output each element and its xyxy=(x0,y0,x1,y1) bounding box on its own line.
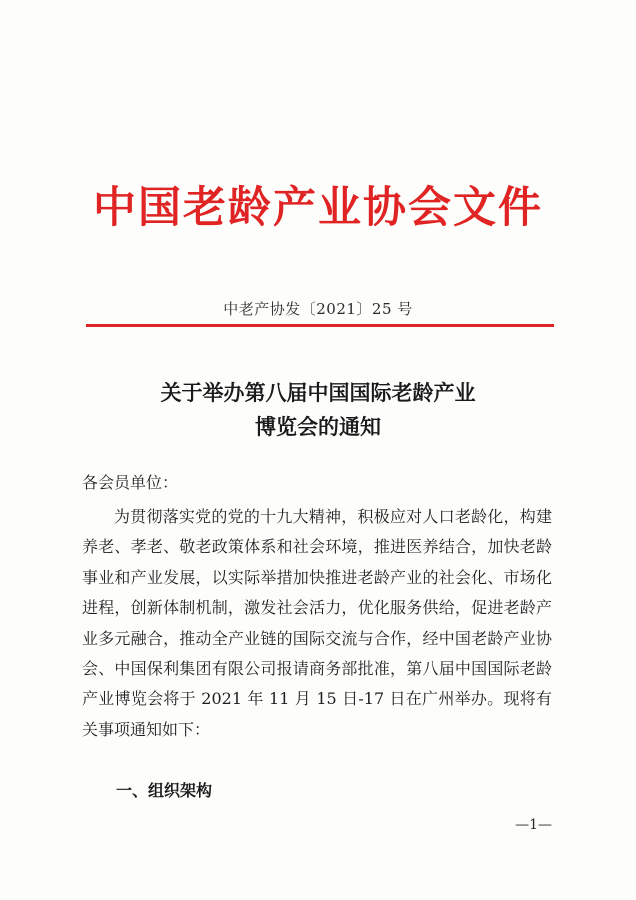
body-paragraph: 为贯彻落实党的党的十九大精神，积极应对人口老龄化，构建养老、孝老、敬老政策体系和社会环境，推进医养结合，加快老龄事业和产业发展，以实际举措加快推进老龄产业的社会化、市场化进程，创新体制机制，激发社会活力，优化服务供给，促进老龄产业多元融合，推动全产业链的国际交流与合作，经中国老龄产业协会、中国保利集团有限公司报请商务部批准，第八届中国国际老龄产业博览会将于 2021 年 11 月 15 日-17 日在广州举办。现将有关事项通知如下： xyxy=(82,507,552,739)
section-heading-1: 一、组织架构 xyxy=(116,781,213,800)
document-number: 中老产协发〔2021〕25 号 xyxy=(223,300,413,318)
masthead-title: 中国老龄产业协会文件 xyxy=(93,183,543,233)
notice-title xyxy=(0,376,636,444)
notice-title-line-1: 关于举办第八届中国国际老龄产业 xyxy=(160,380,476,405)
red-divider-line xyxy=(86,324,554,327)
salutation: 各会员单位： xyxy=(82,473,179,492)
notice-title-line-2: 博览会的通知 xyxy=(255,414,381,439)
page-number: —1— xyxy=(515,817,552,833)
